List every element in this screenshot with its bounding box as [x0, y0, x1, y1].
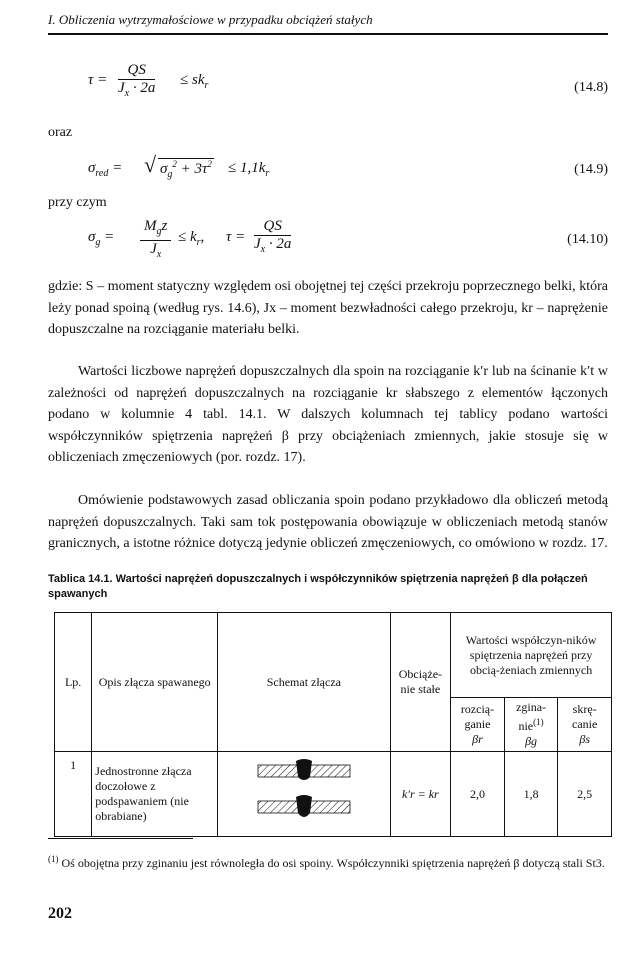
cell-skrecanie: 2,5 — [558, 752, 612, 837]
weld-joint-top — [258, 759, 350, 780]
weld-joint-bottom — [258, 795, 350, 817]
cell-obciazenie: k′r = kr — [390, 752, 451, 837]
connector-przy-czym: przy czym — [48, 195, 107, 210]
page-number: 202 — [48, 905, 72, 922]
table-header-row — [55, 613, 612, 698]
equation-14-8: τ = $\frac{QS}{J_x \cdot 2a}$ ≤ $sk_r$ (14.8) — [88, 62, 608, 99]
paragraph-definitions: gdzie: S – moment statyczny względem osi obojętnej tej części przekroju poprzecznego belki, która leży ponad spoiną (według rys. 14.6), Jx – moment bezwładności całego przekroju, kr – naprężenie dopuszczalne na rozciąganie materiału belki. — [48, 279, 608, 337]
weld-diagram — [218, 752, 390, 837]
header-rule — [48, 33, 608, 35]
sqrt-sign: √ — [144, 152, 157, 177]
table-row — [55, 752, 612, 837]
running-header: I. Obliczenia wytrzymałościowe w przypadku obciążeń stałych — [48, 12, 373, 27]
paragraph-calculation-methods: Omówienie podstawowych zasad obliczania spoin podano przykładowo dla obliczeń metodą naprężeń dopuszczalnych. Taki sam tok postępowania obowiązuje w obliczeniach metodą stanów granicznych, a istotne różnice dotyczą jedynie obliczeń zmęczeniowych, co omówiono w rozdz. 17. — [48, 493, 608, 551]
butt-weld-diagram — [234, 757, 374, 827]
table-caption: Tablica 14.1. Wartości naprężeń dopuszczalnych i współczynników spiętrzenia naprężeń β dla połączeń spawanych — [48, 573, 588, 600]
header-opis: Opis złącza spawanego — [92, 613, 218, 752]
cell-opis: Jednostronne złącza doczołowe z podspawaniem (nie obrabiane) — [92, 752, 218, 837]
paragraph-allowable-stresses: Wartości liczbowe naprężeń dopuszczalnych dla spoin na rozciąganie k′r lub na ścinanie k′t w zależności od naprężeń dopuszczalnych na rozciąganie kr słabszego z elementów łączonych podano w kolumnie 4 tabl. 14.1. W dalszych kolumnach tej tablicy podano wartości współczynników spiętrzenia naprężeń β przy obciążeniach zmiennych, jakie stosuje się w obliczeniach zmęczeniowych (por. rozdz. 17). — [48, 364, 608, 465]
equation-number: (14.10) — [567, 232, 608, 247]
stress-table — [54, 612, 612, 837]
header-zginanie: zgina-nie$^{(1)}$ βg — [504, 698, 558, 752]
header-rozciaganie: rozcią-ganie βr — [451, 698, 505, 752]
header-obciazenie: Obciąże-nie stałe — [390, 613, 451, 752]
footnote-rule — [48, 838, 193, 839]
cell-rozciaganie: 2,0 — [451, 752, 505, 837]
header-wspolczynniki: Wartości współczyn-ników spiętrzenia naprężeń przy obcią-żeniach zmiennych — [451, 613, 612, 698]
equation-14-10: $\sigma_g$ = $M_gz$ $J_x$ ≤ $k_r$, τ = $\frac{QS}{J_x \cdot 2a}$ (14.10) — [88, 218, 608, 260]
header-schemat: Schemat złącza — [218, 613, 390, 752]
footnote: $^{(1)}$ Oś obojętna przy zginaniu jest równoległa do osi spoiny. Współczynniki spiętrzenia naprężeń β dotyczą stali St3. — [48, 854, 605, 870]
equation-number: (14.8) — [574, 80, 608, 95]
header-skrecanie: skrę-canie βs — [558, 698, 612, 752]
cell-zginanie: 1,8 — [504, 752, 558, 837]
equation-14-9: $\sigma_{red}$ = √ $\sigma_g^2 + 3\tau^2$ ≤ $1,1k_r$ (14.9) — [88, 152, 608, 180]
cell-lp: 1 — [55, 752, 92, 837]
connector-oraz: oraz — [48, 125, 73, 140]
header-lp: Lp. — [55, 613, 92, 752]
equation-number: (14.9) — [574, 162, 608, 177]
